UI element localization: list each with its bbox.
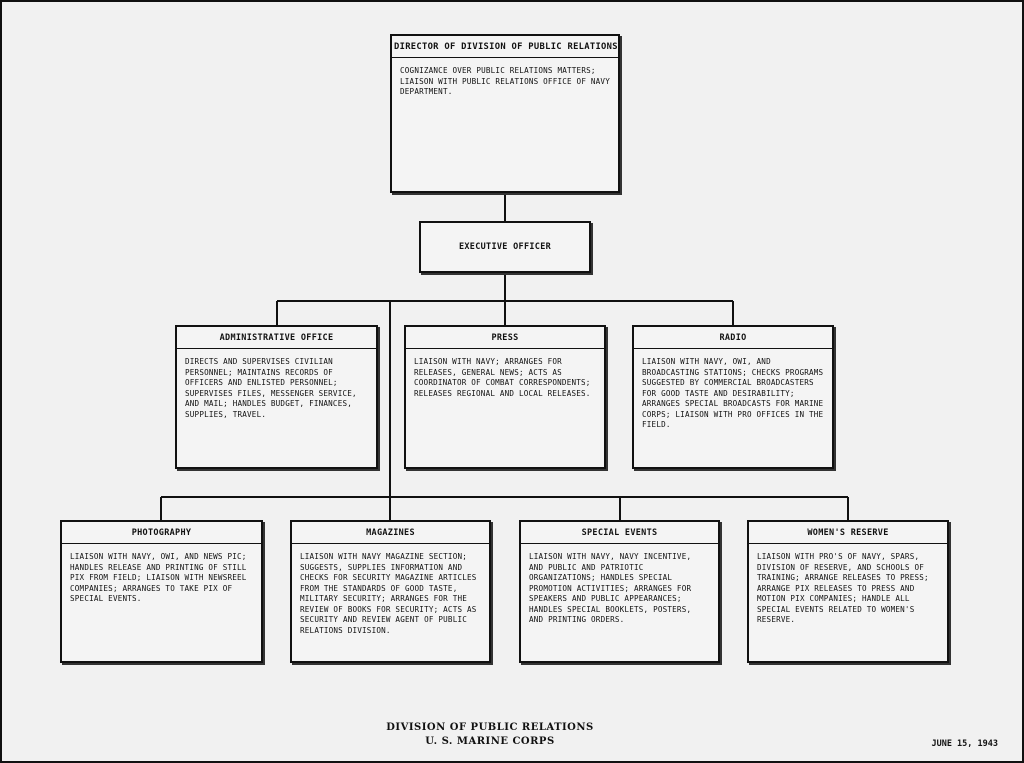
director-box: [390, 34, 620, 193]
administrative-office-box: [175, 325, 378, 469]
executive-officer-title: EXECUTIVE OFFICER: [458, 242, 552, 252]
radio-box: [632, 325, 834, 469]
footer-subtitle: U. S. MARINE CORPS: [425, 736, 555, 747]
radio-desc: LIAISON WITH NAVY, OWI, AND BROADCASTING STATIONS; CHECKS PROGRAMS SUGGESTED BY COMMERCIAL BROADCASTERS FOR GOOD TASTE AND DESIRABILITY; ARRANGES SPECIAL BROADCASTS FOR MARINE CORPS; LIAISON WITH PRO OFFICES IN THE FIELD.: [642, 357, 824, 429]
womens-reserve-desc: LIAISON WITH PRO'S OF NAVY, SPARS, DIVISION OF RESERVE, AND SCHOOLS OF TRAINING; ARRANGE RELEASES TO PRESS; ARRANGE PIX RELEASES TO PRESS AND MOTION PIX COMPANIES; HANDLE ALL SPECIAL EVENTS RELATED TO WOMEN'S RESERVE.: [757, 552, 929, 624]
radio-title: RADIO: [634, 327, 832, 349]
executive-officer-box: [419, 221, 591, 273]
special-events-title: SPECIAL EVENTS: [521, 522, 718, 544]
womens-reserve-title: WOMEN'S RESERVE: [749, 522, 947, 544]
special-events-box: [519, 520, 720, 663]
administrative-office-title: ADMINISTRATIVE OFFICE: [177, 327, 376, 349]
director-desc: COGNIZANCE OVER PUBLIC RELATIONS MATTERS; LIAISON WITH PUBLIC RELATIONS OFFICE OF NAVY DEPARTMENT.: [400, 66, 610, 96]
footer-title: DIVISION OF PUBLIC RELATIONS: [386, 722, 594, 733]
magazines-title: MAGAZINES: [292, 522, 489, 544]
footer-date: JUNE 15, 1943: [931, 739, 998, 749]
womens-reserve-box: [747, 520, 949, 663]
photography-box: [60, 520, 263, 663]
press-desc: LIAISON WITH NAVY; ARRANGES FOR RELEASES, GENERAL NEWS; ACTS AS COORDINATOR OF COMBAT CORRESPONDENTS; RELEASES REGIONAL AND LOCAL RELEASES.: [414, 357, 591, 398]
magazines-box: [290, 520, 491, 663]
press-title: PRESS: [406, 327, 604, 349]
director-title: DIRECTOR OF DIVISION OF PUBLIC RELATIONS: [392, 36, 618, 58]
press-box: [404, 325, 606, 469]
special-events-desc: LIAISON WITH NAVY, NAVY INCENTIVE, AND PUBLIC AND PATRIOTIC ORGANIZATIONS; HANDLES SPECIAL PROMOTION ACTIVITIES; ARRANGES FOR SPEAKERS AND PUBLIC APPEARANCES; HANDLES SPECIAL BOOKLETS, POSTERS, AND PRINTING ORDERS.: [529, 552, 692, 624]
photography-title: PHOTOGRAPHY: [62, 522, 261, 544]
magazines-desc: LIAISON WITH NAVY MAGAZINE SECTION; SUGGESTS, SUPPLIES INFORMATION AND CHECKS FOR SECURITY MAGAZINE ARTICLES FROM THE STANDARDS OF GOOD TASTE, MILITARY SECURITY; ARRANGES FOR THE REVIEW OF BOOKS FOR SECURITY; ACTS AS SECURITY AND REVIEW AGENT OF PUBLIC RELATIONS DIVISION.: [300, 552, 477, 635]
photography-desc: LIAISON WITH NAVY, OWI, AND NEWS PIC; HANDLES RELEASE AND PRINTING OF STILL PIX FROM FIELD; LIAISON WITH NEWSREEL COMPANIES; ARRANGES TO TAKE PIX OF SPECIAL EVENTS.: [70, 552, 247, 603]
administrative-office-desc: DIRECTS AND SUPERVISES CIVILIAN PERSONNEL; MAINTAINS RECORDS OF OFFICERS AND ENLISTED PERSONNEL; SUPERVISES FILES, MESSENGER SERVICE, AND MAIL; HANDLES BUDGET, FINANCES, SUPPLIES, TRAVEL.: [185, 357, 357, 419]
